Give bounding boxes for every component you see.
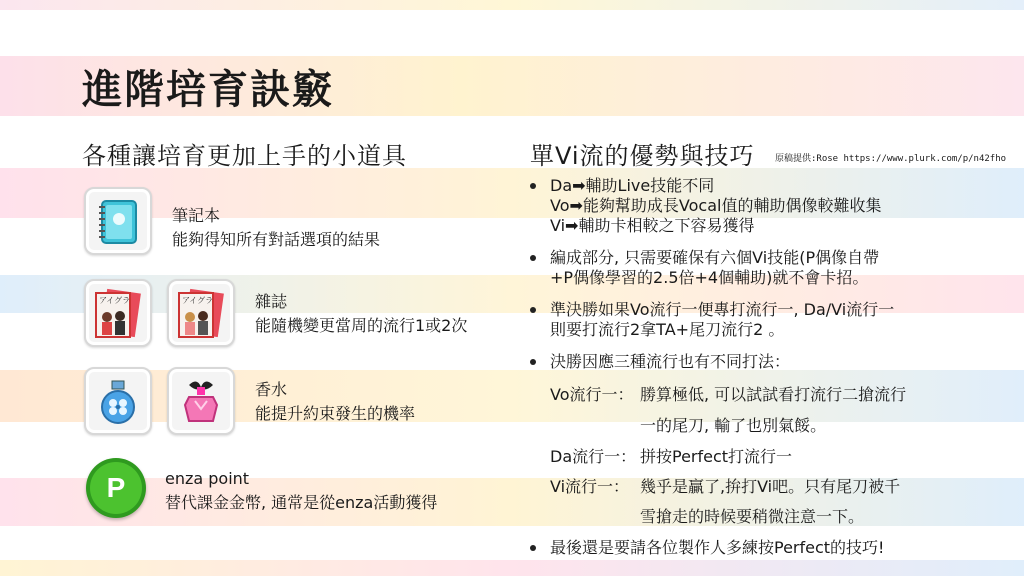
tip-line: 準決勝如果Vo流行一便專打流行一, Da/Vi流行一: [550, 300, 895, 319]
credit-text: 原稿提供:Rose https://www.plurk.com/p/n42fho: [775, 154, 1007, 164]
left-heading: 各種讓培育更加上手的小道具: [82, 142, 407, 170]
magazine-label: アイグラ: [99, 296, 131, 305]
tip-line: 決勝因應三種流行也有不同打法：: [550, 352, 791, 371]
tip-line: 勝算極低, 可以試試看打流行二搶流行: [640, 385, 907, 404]
magazine-icon: [173, 285, 229, 341]
tip-line: 則要打流行2拿TA+尾刀流行2 。: [550, 320, 785, 339]
tip-line: Vi➡輔助卡相較之下容易獲得: [550, 216, 755, 235]
bullet-dot: [530, 183, 536, 189]
item-name: enza point: [165, 469, 250, 488]
bullet-dot: [530, 307, 536, 313]
da-label: Da流行一：: [550, 447, 637, 466]
item-desc: 能夠得知所有對話選項的結果: [172, 230, 381, 249]
vo-label: Vo流行一：: [550, 385, 634, 404]
item-card-pink-perfume: [167, 367, 235, 435]
item-card-blue-perfume: [84, 367, 152, 435]
blue-perfume-icon: [92, 375, 144, 427]
item-desc: 能提升約束發生的機率: [255, 404, 416, 423]
vi-label: Vi流行一：: [550, 477, 630, 496]
tip-line: 幾乎是贏了,拚打Vi吧。只有尾刀被千: [640, 477, 901, 496]
item-desc: 替代課金金幣, 通常是從enza活動獲得: [165, 493, 438, 512]
notebook-icon: [92, 195, 144, 247]
enza-point-icon: [86, 458, 146, 518]
item-perfume-text: [255, 378, 415, 426]
item-enza-text: [165, 467, 437, 515]
item-magazine-text: [255, 290, 467, 338]
bullet-dot: [530, 359, 536, 365]
enza-point-inner: [90, 462, 142, 514]
bullet-dot: [530, 545, 536, 551]
item-card-magazine-2: [167, 279, 235, 347]
item-notebook-text: [172, 204, 380, 252]
item-name: 筆記本: [172, 206, 221, 225]
tip-line: 一的尾刀, 輸了也別氣餒。: [640, 416, 827, 435]
tip-line: +P偶像學習的2.5倍+4個輔助)就不會卡招。: [550, 268, 869, 287]
item-name: 香水: [255, 380, 288, 399]
magazine-label: アイグラ: [182, 296, 214, 305]
item-card-notebook: [84, 187, 152, 255]
enza-badge-letter: P: [106, 472, 126, 503]
page-title: 進階培育訣竅: [82, 67, 334, 113]
tip-line: 雪搶走的時候要稍微注意一下。: [640, 507, 865, 526]
item-name: 雜誌: [255, 292, 288, 311]
tip-line: 編成部分, 只需要確保有六個Vi技能(P偶像自帶: [550, 248, 880, 267]
tip-line: 拼按Perfect打流行一: [640, 447, 793, 466]
item-card-magazine: [84, 279, 152, 347]
item-desc: 能隨機變更當周的流行1或2次: [255, 316, 468, 335]
tip-line: 最後還是要請各位製作人多練按Perfect的技巧!: [550, 538, 885, 557]
pink-perfume-icon: [175, 375, 227, 427]
right-heading: 單Vi流的優勢與技巧: [530, 142, 755, 170]
tip-line: Da➡輔助Live技能不同: [550, 176, 715, 195]
tip-line: Vo➡能夠幫助成長Vocal值的輔助偶像較難收集: [550, 196, 882, 215]
bullet-dot: [530, 255, 536, 261]
magazine-icon: [90, 285, 146, 341]
